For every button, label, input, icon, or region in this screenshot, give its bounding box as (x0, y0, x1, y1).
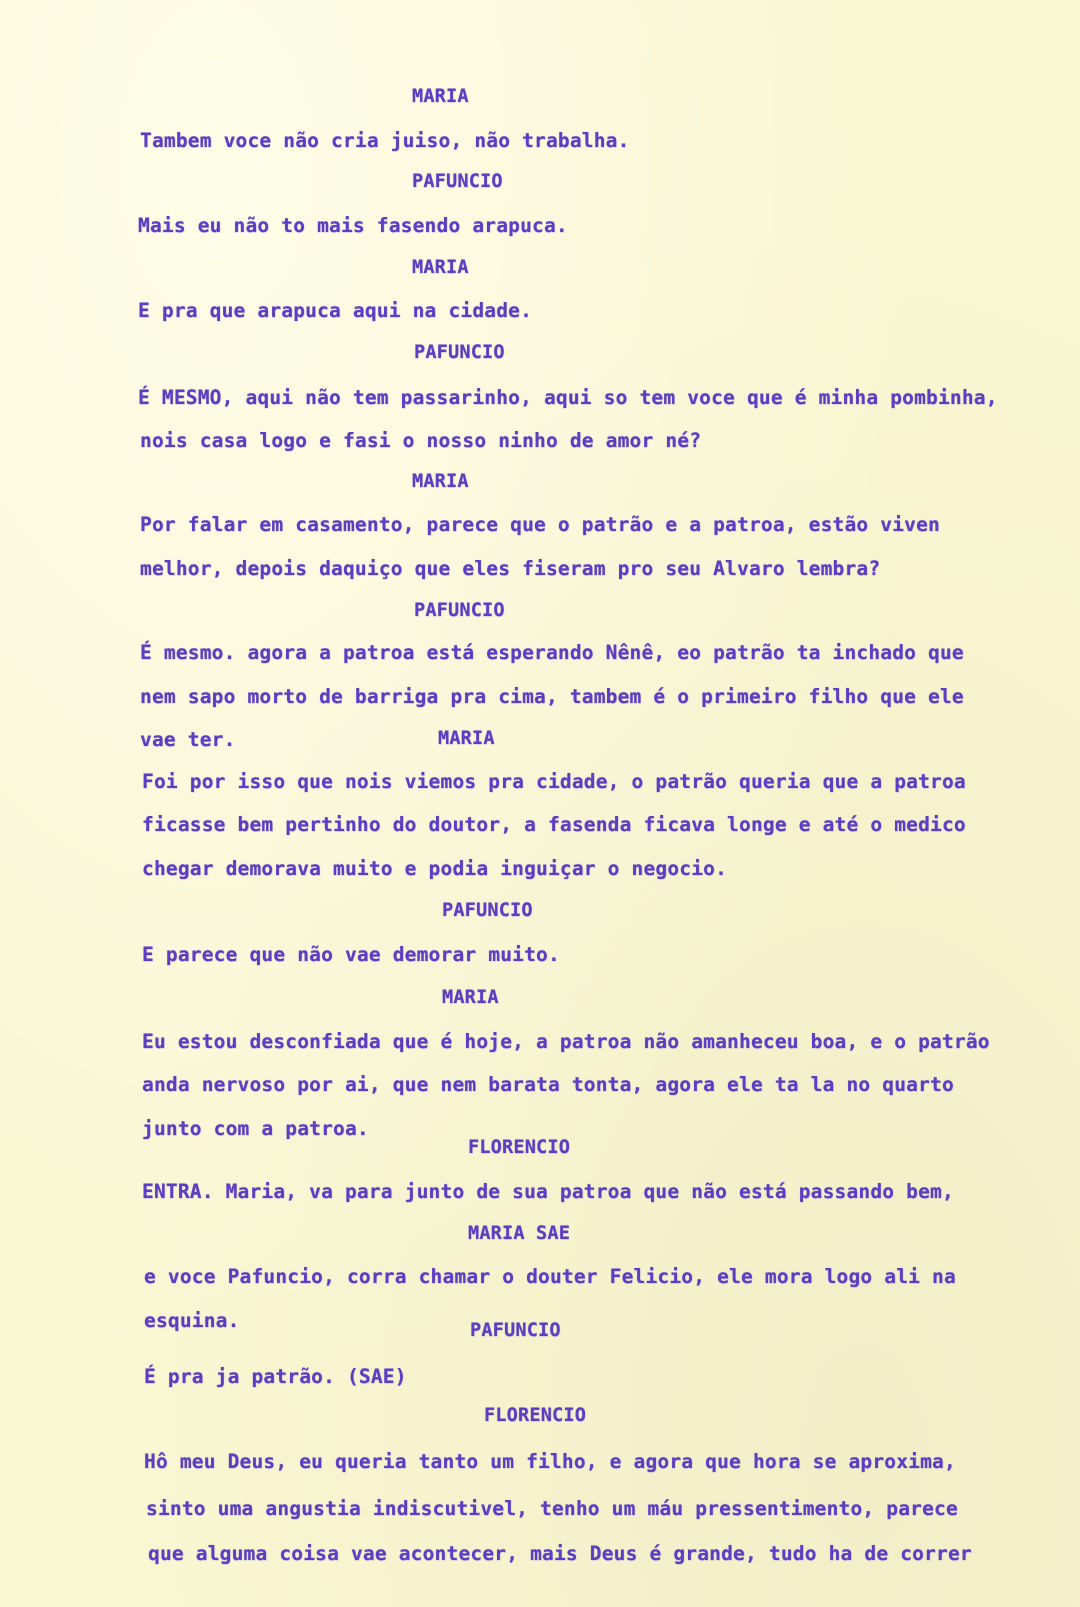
speaker-pafuncio: PAFUNCIO (442, 900, 533, 921)
dialogue-line: ENTRA. Maria, va para junto de sua patroa que não está passando bem, (142, 1180, 954, 1203)
dialogue-line: nem sapo morto de barriga pra cima, tambem é o primeiro filho que ele (140, 685, 964, 708)
dialogue-line: É pra ja patrão. (SAE) (144, 1365, 407, 1388)
speaker-florencio: FLORENCIO (484, 1405, 587, 1426)
dialogue-line: chegar demorava muito e podia inguiçar o negocio. (142, 857, 728, 880)
stage-direction: MARIA SAE (468, 1223, 571, 1244)
speaker-pafuncio: PAFUNCIO (470, 1320, 561, 1341)
dialogue-line: Tambem voce não cria juiso, não trabalha. (140, 129, 630, 152)
dialogue-line: nois casa logo e fasi o nosso ninho de amor né? (140, 429, 702, 452)
dialogue-line: É mesmo. agora a patroa está esperando Nênê, eo patrão ta inchado que (140, 641, 964, 664)
speaker-pafuncio: PAFUNCIO (412, 171, 503, 192)
dialogue-line: Mais eu não to mais fasendo arapuca. (138, 214, 568, 237)
dialogue-line: que alguma coisa vae acontecer, mais Deus é grande, tudo ha de correr (148, 1542, 972, 1565)
dialogue-line: melhor, depois daquiço que eles fiseram pro seu Alvaro lembra? (140, 557, 881, 580)
dialogue-line: esquina. (144, 1309, 240, 1332)
dialogue-line: Por falar em casamento, parece que o patrão e a patroa, estão viven (140, 513, 940, 536)
dialogue-line: Hô meu Deus, eu queria tanto um filho, e agora que hora se aproxima, (144, 1450, 956, 1473)
speaker-maria: MARIA (412, 86, 469, 107)
speaker-maria: MARIA (438, 728, 495, 749)
dialogue-line: Eu estou desconfiada que é hoje, a patroa não amanheceu boa, e o patrão (142, 1030, 990, 1053)
dialogue-line: vae ter. (140, 728, 236, 751)
dialogue-line: E pra que arapuca aqui na cidade. (138, 299, 533, 322)
dialogue-line: ficasse bem pertinho do doutor, a fasenda ficava longe e até o medico (142, 813, 966, 836)
speaker-florencio: FLORENCIO (468, 1137, 571, 1158)
speaker-maria: MARIA (412, 257, 469, 278)
dialogue-line: É MESMO, aqui não tem passarinho, aqui so tem voce que é minha pombinha, (138, 386, 998, 409)
speaker-pafuncio: PAFUNCIO (414, 342, 505, 363)
speaker-maria: MARIA (442, 987, 499, 1008)
dialogue-line: sinto uma angustia indiscutivel, tenho um máu pressentimento, parece (146, 1497, 958, 1520)
dialogue-line: anda nervoso por ai, que nem barata tonta, agora ele ta la no quarto (142, 1073, 954, 1096)
dialogue-line: junto com a patroa. (142, 1117, 369, 1140)
dialogue-line: e voce Pafuncio, corra chamar o douter Felicio, ele mora logo ali na (144, 1265, 956, 1288)
dialogue-line: E parece que não vae demorar muito. (142, 943, 560, 966)
speaker-maria: MARIA (412, 471, 469, 492)
dialogue-line: Foi por isso que nois viemos pra cidade, o patrão queria que a patroa (142, 770, 966, 793)
speaker-pafuncio: PAFUNCIO (414, 600, 505, 621)
